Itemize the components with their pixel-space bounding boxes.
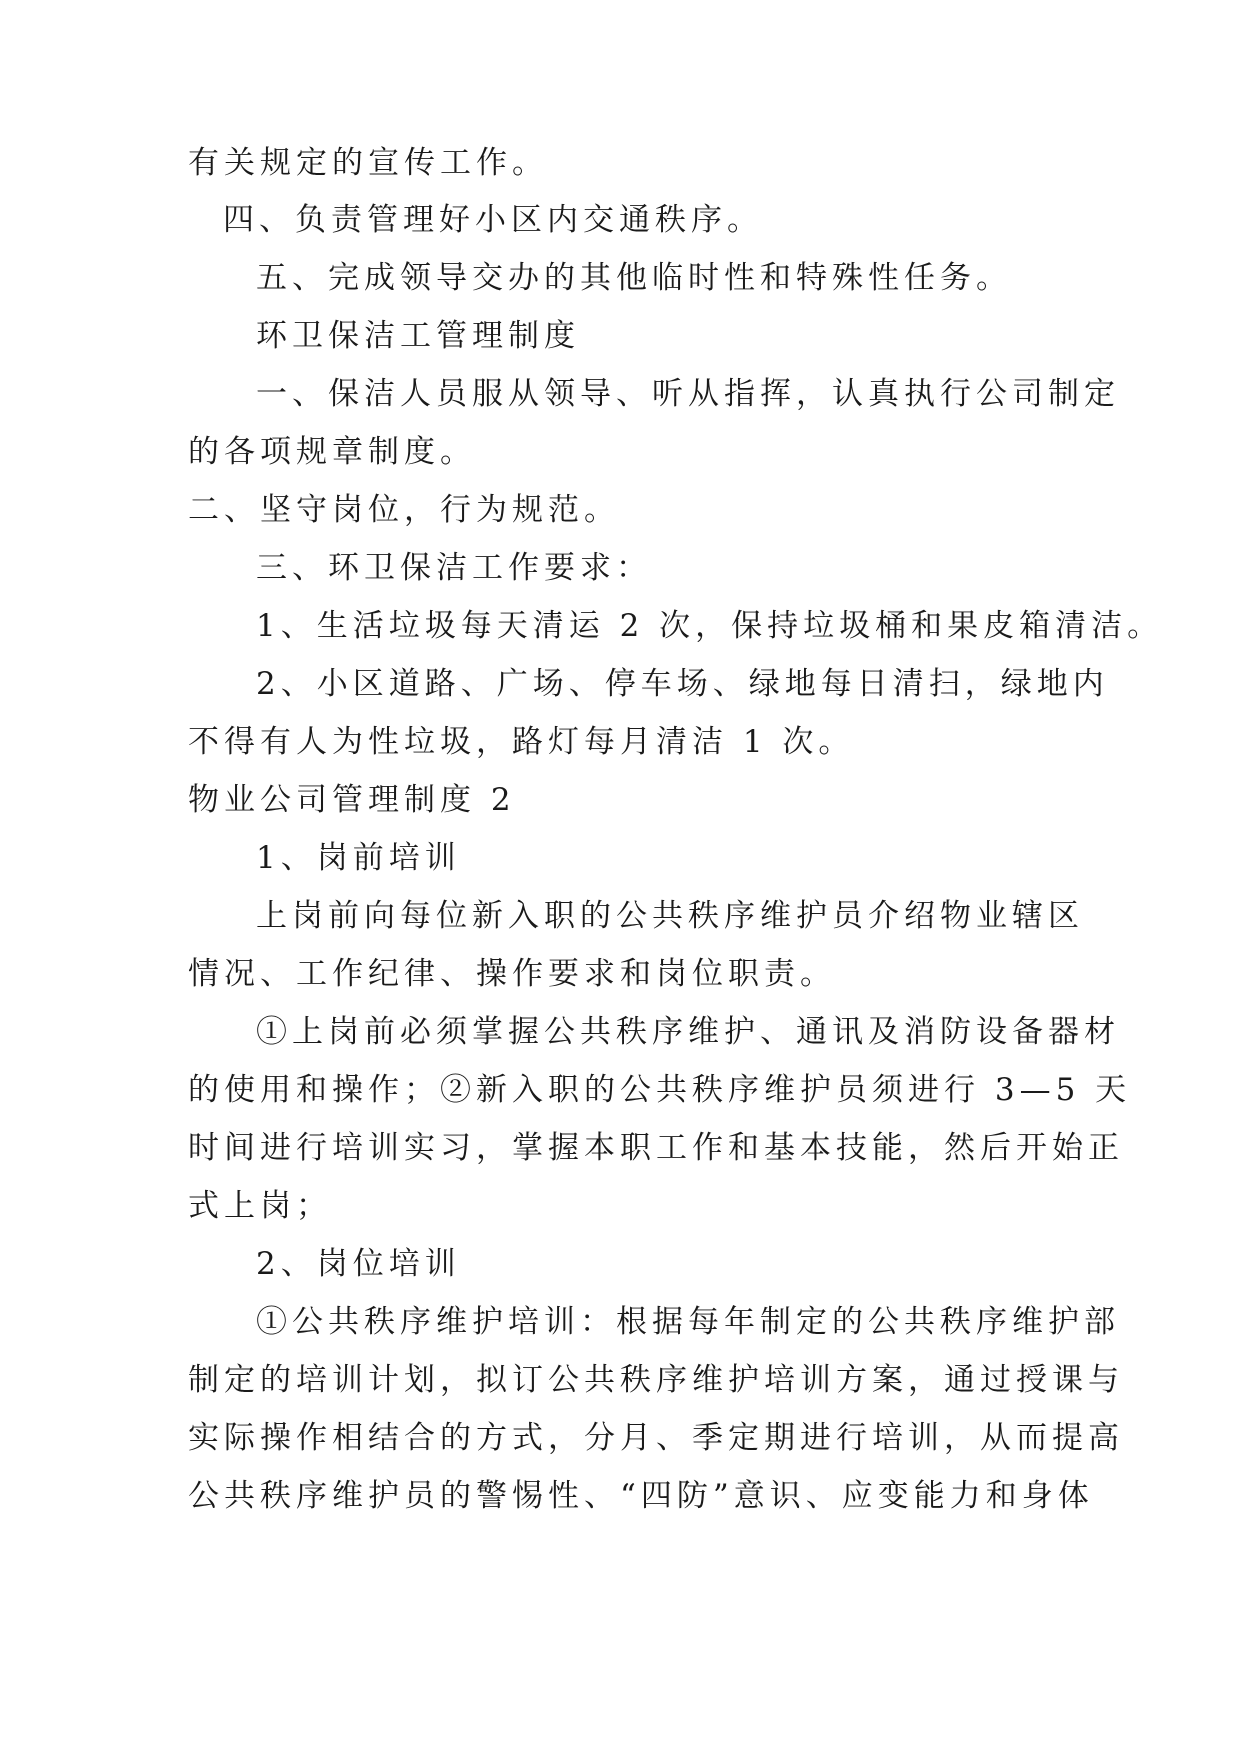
text-line: 1、岗前培训 <box>256 840 461 876</box>
section-heading: 物业公司管理制度 2 <box>188 782 516 818</box>
text-line: 制定的培训计划，拟订公共秩序维护培训方案，通过授课与 <box>188 1362 1124 1398</box>
text-line: 四、负责管理好小区内交通秩序。 <box>223 202 763 238</box>
text-line: 的使用和操作；②新入职的公共秩序维护员须进行 3—5 天 <box>188 1072 1132 1108</box>
text-line: 1、生活垃圾每天清运 2 次，保持垃圾桶和果皮箱清洁。 <box>256 608 1164 644</box>
text-line: 三、环卫保洁工作要求： <box>256 550 652 586</box>
text-line: ①公共秩序维护培训：根据每年制定的公共秩序维护部 <box>256 1304 1120 1340</box>
text-line: 公共秩序维护员的警惕性、“四防”意识、应变能力和身体 <box>188 1478 1094 1514</box>
text-line: 不得有人为性垃圾，路灯每月清洁 1 次。 <box>188 724 855 760</box>
text-line: 2、岗位培训 <box>256 1246 461 1282</box>
text-line: 有关规定的宣传工作。 <box>188 145 548 181</box>
text-line: 情况、工作纪律、操作要求和岗位职责。 <box>188 956 836 992</box>
section-heading: 环卫保洁工管理制度 <box>256 318 580 354</box>
text-line: 一、保洁人员服从领导、听从指挥，认真执行公司制定 <box>256 376 1120 412</box>
text-line: 2、小区道路、广场、停车场、绿地每日清扫，绿地内 <box>256 666 1109 702</box>
text-line: 上岗前向每位新入职的公共秩序维护员介绍物业辖区 <box>256 898 1084 934</box>
text-line: 实际操作相结合的方式，分月、季定期进行培训，从而提高 <box>188 1420 1124 1456</box>
text-line: ①上岗前必须掌握公共秩序维护、通讯及消防设备器材 <box>256 1014 1120 1050</box>
text-line: 五、完成领导交办的其他临时性和特殊性任务。 <box>256 260 1012 296</box>
text-line: 二、坚守岗位，行为规范。 <box>188 492 620 528</box>
text-line: 式上岗； <box>188 1188 332 1224</box>
text-line: 时间进行培训实习，掌握本职工作和基本技能，然后开始正 <box>188 1130 1124 1166</box>
text-line: 的各项规章制度。 <box>188 434 476 470</box>
